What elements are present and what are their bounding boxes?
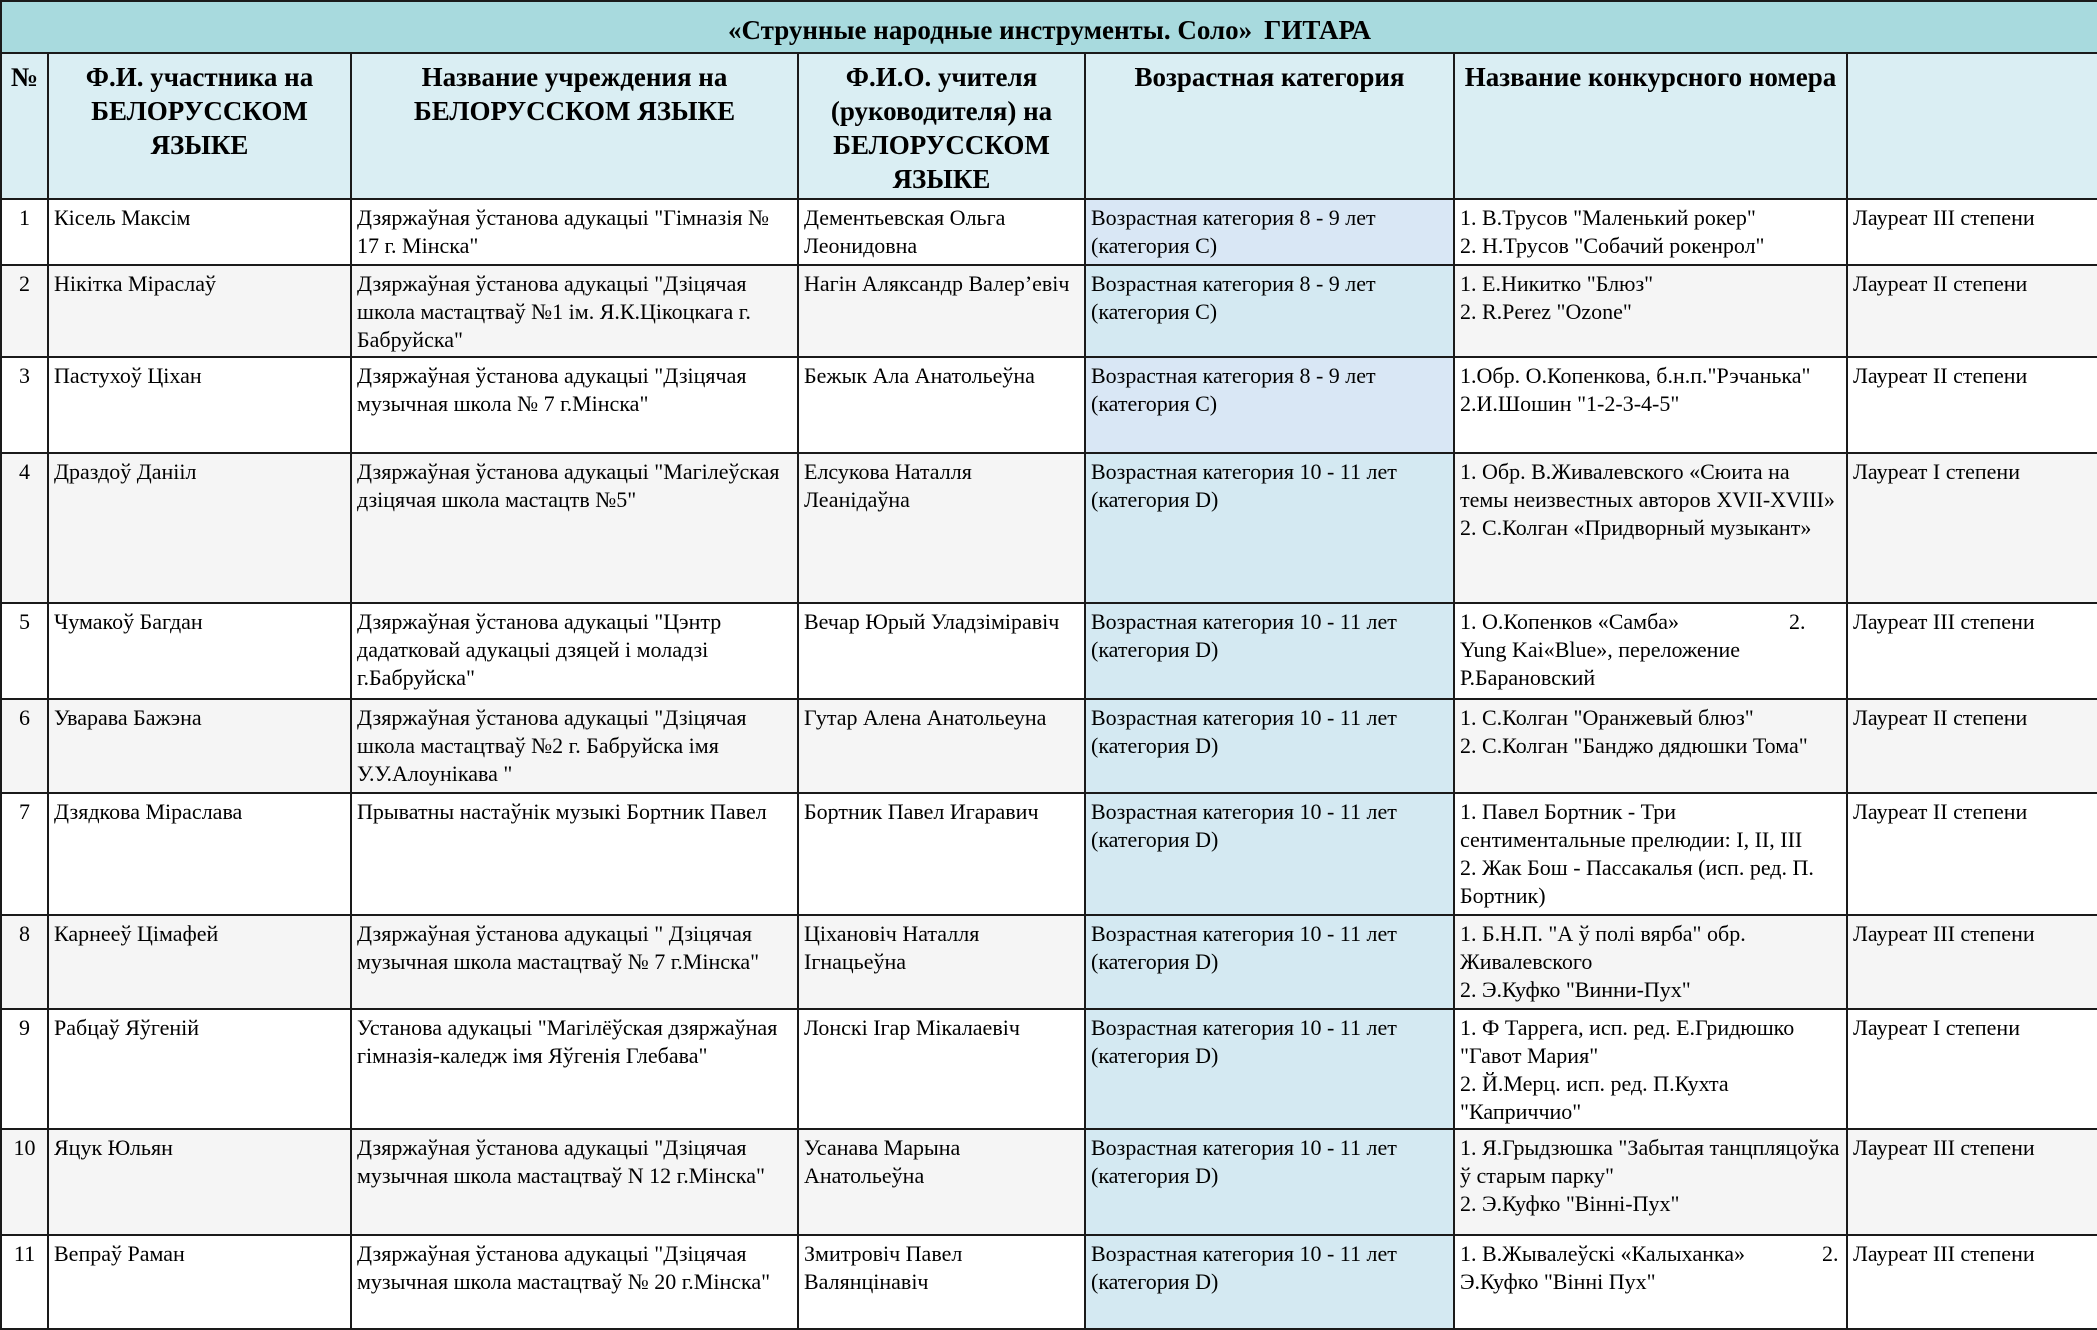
header-teacher: Ф.И.О. учителя (руководителя) на БЕЛОРУССКОМ ЯЗЫКЕ [798,53,1085,199]
cell-participant: Пастухоў Ціхан [48,357,351,453]
cell-number: 10 [1,1129,48,1235]
table-row [1,915,2097,1009]
cell-participant: Вепраў Раман [48,1235,351,1329]
table-row [1,265,2097,357]
header-number: № [1,53,48,199]
cell-institution: Дзяржаўная ўстанова адукацыі "Дзіцячая школа мастацтваў №1 ім. Я.К.Цікоцкага г. Бабруйска" [351,265,798,357]
cell-teacher: Ціхановіч Наталля Ігнацьеўна [798,915,1085,1009]
cell-participant: Кісель Максім [48,199,351,265]
cell-program: 1.Обр. О.Копенкова, б.н.п."Рэчанька" 2.И.Шошин "1-2-3-4-5" [1454,357,1847,453]
cell-age-category: Возрастная категория 8 - 9 лет (категория С) [1085,265,1454,357]
cell-participant: Карнееў Цімафей [48,915,351,1009]
title-category: «Струнные народные инструменты. Соло» [727,15,1253,45]
cell-result: Лауреат I степени [1847,1009,2097,1129]
cell-age-category: Возрастная категория 10 - 11 лет (категория D) [1085,1235,1454,1329]
cell-participant: Уварава Бажэна [48,699,351,793]
cell-teacher: Дементьевская Ольга Леонидовна [798,199,1085,265]
table-row [1,1235,2097,1329]
cell-participant: Драздоў Данііл [48,453,351,603]
cell-program: 1. Ф Таррега, исп. ред. Е.Гридюшко "Гавот Мария" 2. Й.Мерц. исп. ред. П.Кухта "Каприччио" [1454,1009,1847,1129]
cell-result: Лауреат III степени [1847,1129,2097,1235]
cell-number: 5 [1,603,48,699]
title-instrument: ГИТАРА [1264,15,1372,45]
cell-teacher: Лонскі Ігар Мікалаевіч [798,1009,1085,1129]
cell-participant: Чумакоў Багдан [48,603,351,699]
cell-teacher: Усанава Марына Анатольеўна [798,1129,1085,1235]
cell-institution: Дзяржаўная ўстанова адукацыі "Цэнтр дадатковай адукацыі дзяцей і моладзі г.Бабруйска" [351,603,798,699]
cell-program: 1. В.Трусов "Маленький рокер" 2. Н.Трусов "Собачий рокенрол" [1454,199,1847,265]
cell-institution: Дзяржаўная ўстанова адукацыі " Дзіцячая музычная школа мастацтваў № 7 г.Мінска" [351,915,798,1009]
table-row [1,603,2097,699]
cell-number: 11 [1,1235,48,1329]
cell-result: Лауреат III степени [1847,199,2097,265]
table-row [1,1129,2097,1235]
cell-teacher: Вечар Юрый Уладзіміравіч [798,603,1085,699]
cell-teacher: Гутар Алена Анатольеуна [798,699,1085,793]
cell-result: Лауреат II степени [1847,357,2097,453]
cell-institution: Дзяржаўная ўстанова адукацыі "Дзіцячая музычная школа № 7 г.Мінска" [351,357,798,453]
cell-teacher: Бортник Павел Игаравич [798,793,1085,915]
cell-program: 1. В.Жывалеўскі «Калыханка» 2. Э.Куфко "Вінні Пух" [1454,1235,1847,1329]
cell-result: Лауреат I степени [1847,453,2097,603]
cell-institution: Установа адукацыі "Магілёўская дзяржаўная гімназія-каледж імя Яўгенія Глебава" [351,1009,798,1129]
cell-age-category: Возрастная категория 10 - 11 лет (категория D) [1085,1009,1454,1129]
cell-participant: Нікітка Міраслаў [48,265,351,357]
cell-institution: Дзяржаўная ўстанова адукацыі "Дзіцячая музычная школа мастацтваў № 20 г.Мінска" [351,1235,798,1329]
cell-result: Лауреат II степени [1847,699,2097,793]
cell-number: 2 [1,265,48,357]
cell-institution: Прыватны настаўнік музыкі Бортник Павел [351,793,798,915]
cell-age-category: Возрастная категория 10 - 11 лет (категория D) [1085,1129,1454,1235]
cell-result: Лауреат II степени [1847,793,2097,915]
table-row [1,199,2097,265]
cell-participant: Дзядкова Міраслава [48,793,351,915]
cell-teacher: Нагін Аляксандр Валер’евіч [798,265,1085,357]
cell-age-category: Возрастная категория 10 - 11 лет (категория D) [1085,603,1454,699]
cell-result: Лауреат III степени [1847,603,2097,699]
cell-program: 1. Е.Никитко "Блюз" 2. R.Perez "Ozone" [1454,265,1847,357]
cell-teacher: Змитровіч Павел Валянцінавіч [798,1235,1085,1329]
cell-age-category: Возрастная категория 8 - 9 лет (категория С) [1085,357,1454,453]
cell-institution: Дзяржаўная ўстанова адукацыі "Дзіцячая музычная школа мастацтваў N 12 г.Мінска" [351,1129,798,1235]
cell-program: 1. Б.Н.П. "А ў полі вярба" обр. Живалевского 2. Э.Куфко "Винни-Пух" [1454,915,1847,1009]
cell-age-category: Возрастная категория 10 - 11 лет (категория D) [1085,793,1454,915]
table-row [1,793,2097,915]
cell-number: 7 [1,793,48,915]
table-title [1,1,2097,53]
cell-participant: Яцук Юльян [48,1129,351,1235]
cell-program: 1. О.Копенков «Самба» 2. Yung Kai«Blue», переложение Р.Барановский [1454,603,1847,699]
table-row [1,699,2097,793]
cell-institution: Дзяржаўная ўстанова адукацыі "Магілеўская дзіцячая школа мастацтв №5" [351,453,798,603]
cell-program: 1. Павел Бортник - Три сентиментальные прелюдии: I, II, III 2. Жак Бош - Пассакалья (исп. ред. П. Бортник) [1454,793,1847,915]
cell-result: Лауреат II степени [1847,265,2097,357]
cell-participant: Рабцаў Яўгеній [48,1009,351,1129]
cell-institution: Дзяржаўная ўстанова адукацыі "Дзіцячая школа мастацтваў №2 г. Бабруйска імя У.У.Алоунікава " [351,699,798,793]
cell-number: 6 [1,699,48,793]
cell-age-category: Возрастная категория 10 - 11 лет (категория D) [1085,915,1454,1009]
table-row [1,453,2097,603]
table-row [1,357,2097,453]
cell-program: 1. С.Колган "Оранжевый блюз" 2. С.Колган "Банджо дядюшки Тома" [1454,699,1847,793]
header-program: Название конкурсного номера [1454,53,1847,199]
cell-number: 4 [1,453,48,603]
cell-program: 1. Я.Грыдзюшка "Забытая танцпляцоўка ў старым парку" 2. Э.Куфко "Вінні-Пух" [1454,1129,1847,1235]
cell-teacher: Бежык Ала Анатольеўна [798,357,1085,453]
header-participant: Ф.И. участника на БЕЛОРУССКОМ ЯЗЫКЕ [48,53,351,199]
cell-number: 3 [1,357,48,453]
cell-age-category: Возрастная категория 8 - 9 лет (категория С) [1085,199,1454,265]
cell-result: Лауреат III степени [1847,1235,2097,1329]
cell-number: 8 [1,915,48,1009]
cell-result: Лауреат III степени [1847,915,2097,1009]
cell-teacher: Елсукова Наталля Леанідаўна [798,453,1085,603]
cell-program: 1. Обр. В.Живалевского «Сюита на темы неизвестных авторов XVII-XVIII» 2. С.Колган «Придворный музыкант» [1454,453,1847,603]
cell-number: 1 [1,199,48,265]
cell-age-category: Возрастная категория 10 - 11 лет (категория D) [1085,453,1454,603]
cell-age-category: Возрастная категория 10 - 11 лет (категория D) [1085,699,1454,793]
header-age-category: Возрастная категория [1085,53,1454,199]
cell-number: 9 [1,1009,48,1129]
header-row [1,53,2097,199]
cell-institution: Дзяржаўная ўстанова адукацыі "Гімназія № 17 г. Мінска" [351,199,798,265]
header-result [1847,53,2097,199]
header-institution: Название учреждения на БЕЛОРУССКОМ ЯЗЫКЕ [351,53,798,199]
table-row [1,1009,2097,1129]
